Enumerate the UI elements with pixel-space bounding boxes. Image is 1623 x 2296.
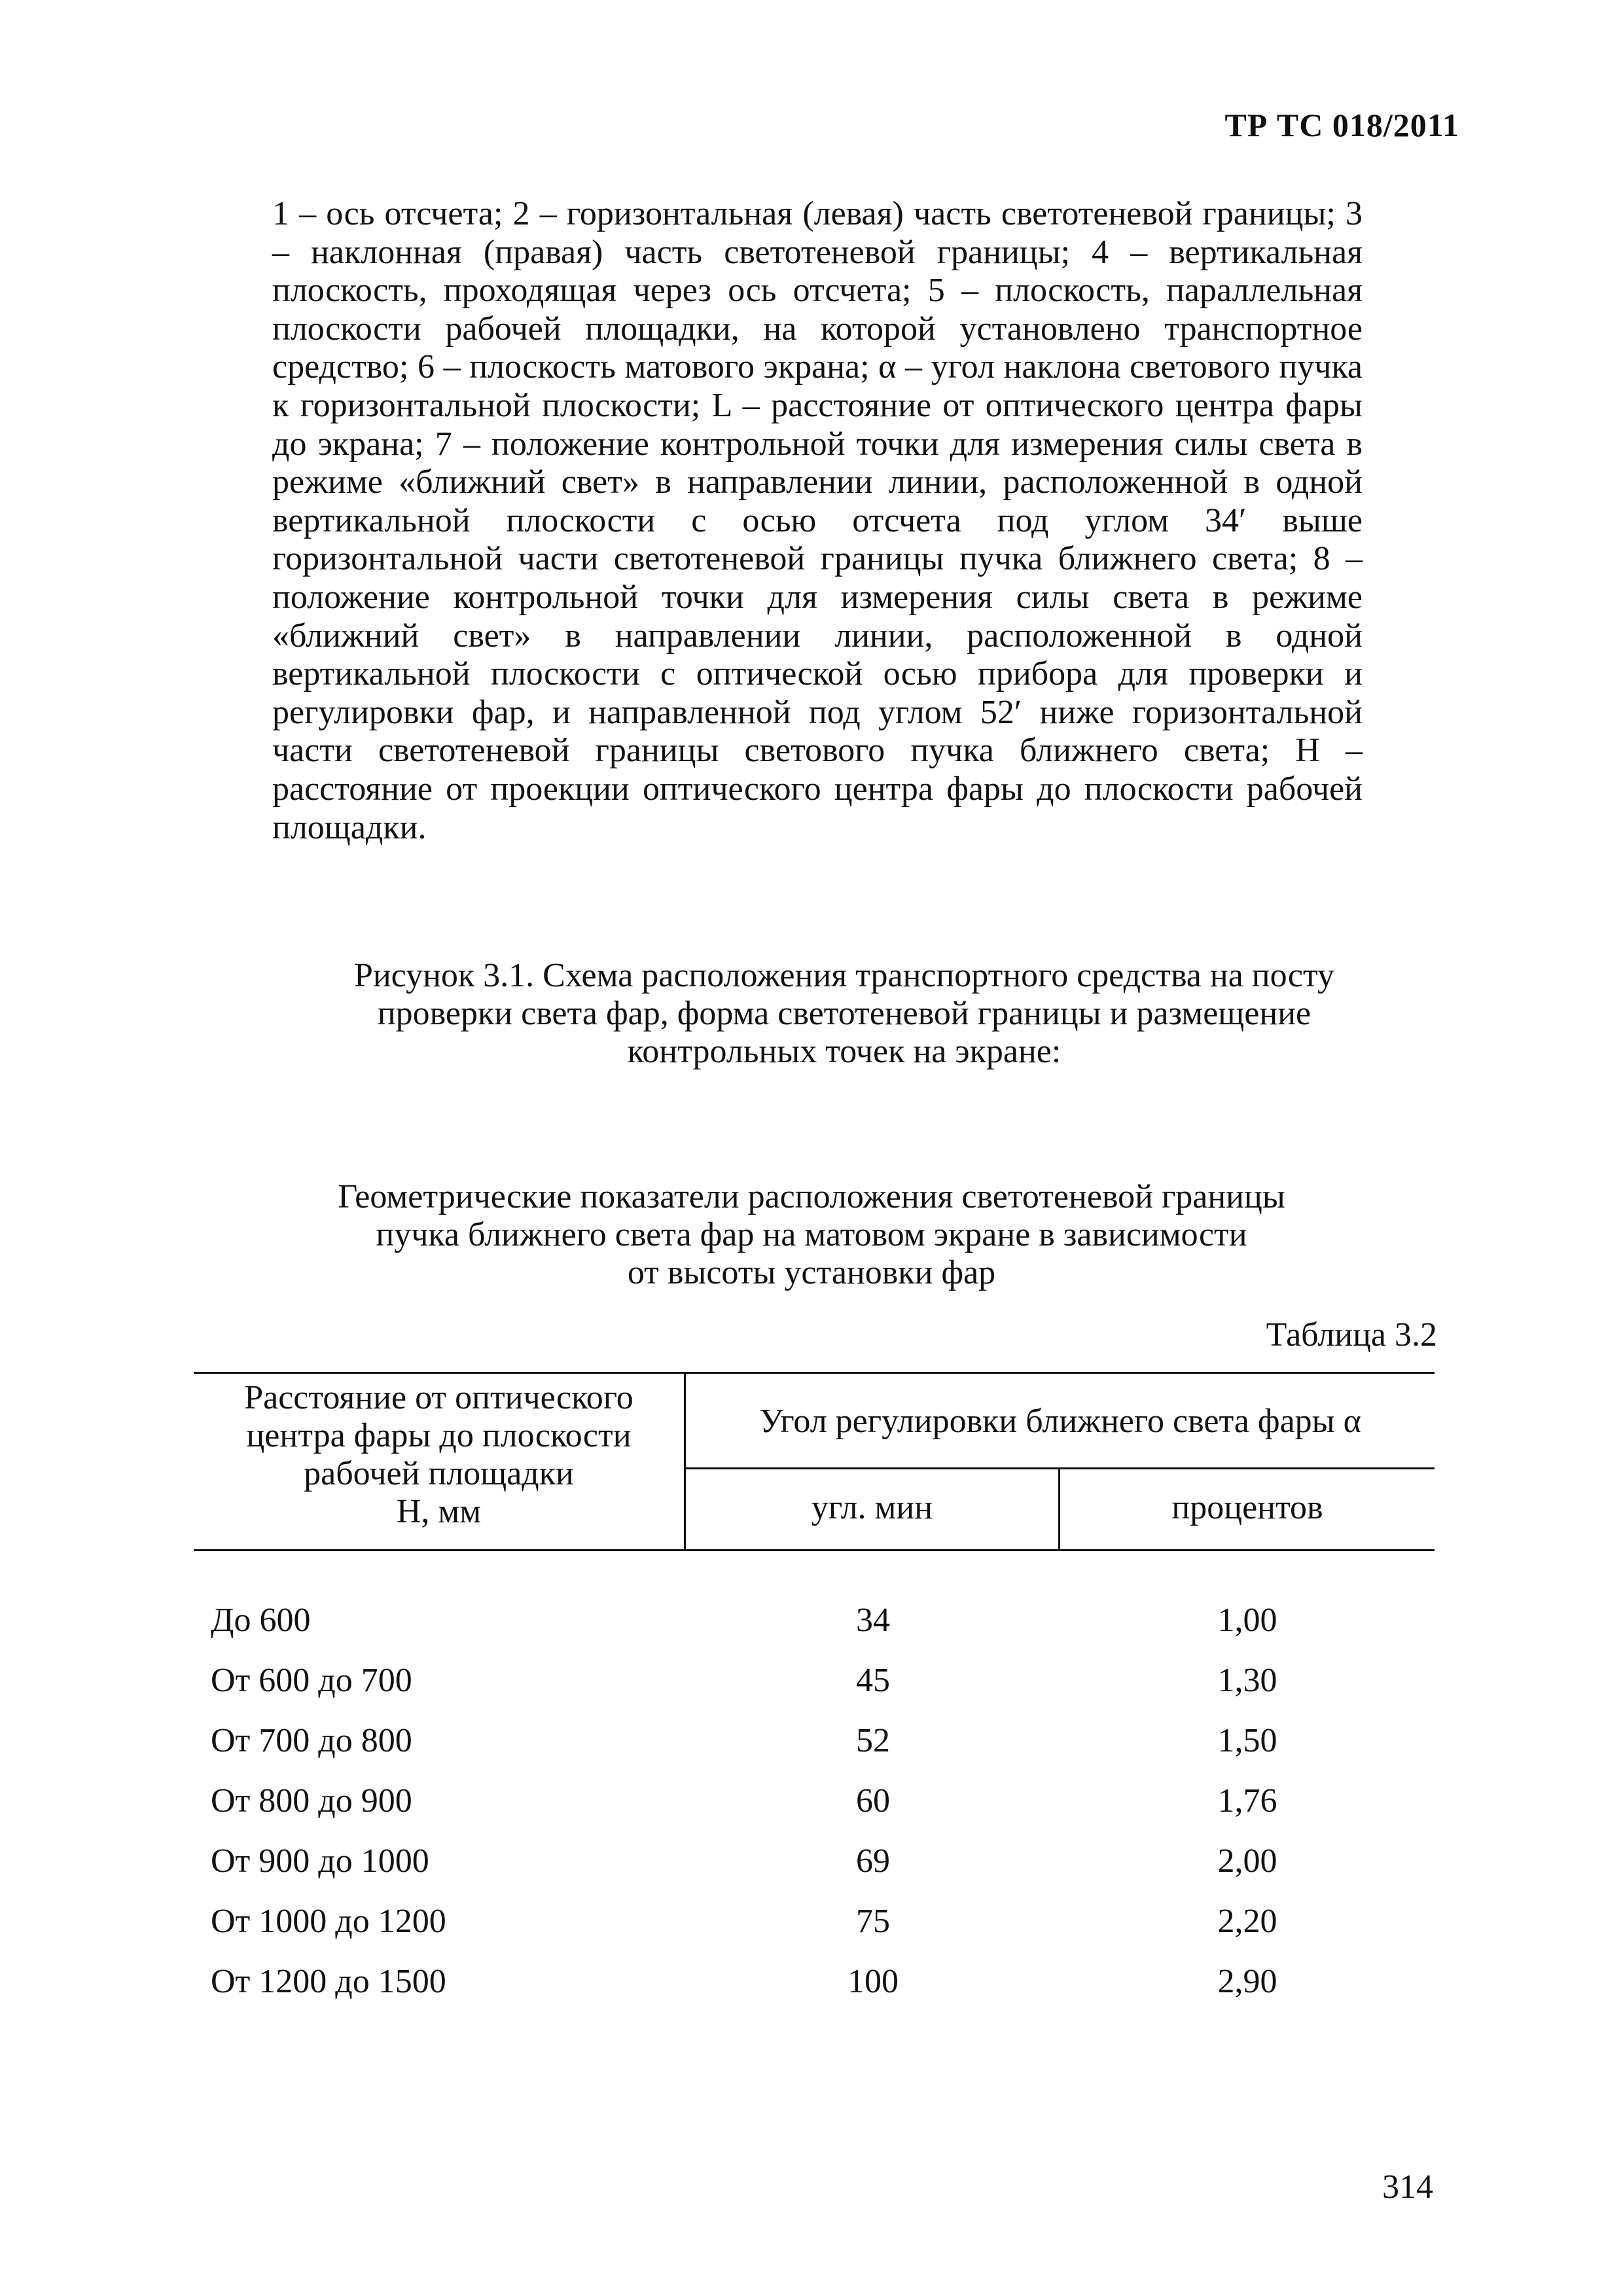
table-row bbox=[194, 1831, 1435, 1892]
header-line: центра фары до плоскости bbox=[246, 1417, 632, 1454]
table-label: Таблица 3.2 bbox=[1266, 1316, 1437, 1354]
header-height-column bbox=[194, 1374, 686, 1549]
cell-height: От 700 до 800 bbox=[211, 1722, 412, 1759]
cell-height: От 800 до 900 bbox=[211, 1782, 412, 1820]
table-row bbox=[194, 1771, 1435, 1831]
cell-percent: 1,30 bbox=[1217, 1662, 1277, 1699]
header-line: рабочей площадки bbox=[304, 1455, 574, 1492]
figure-legend: 1 – ось отсчета; 2 – горизонтальная (левая) часть светотеневой границы; 3 – наклонная (правая) часть светотеневой границы; 4 – вертикальная плоскость, проходящая через ось отсчета; 5 – плоскость, параллельная плоскости рабочей площадки, на которой установлено транспортное средство; 6 – плоскость матового экрана; α – угол наклона светового пучка к горизонтальной плоскости; L – расстояние от оптического центра фары до экрана; 7 – положение контрольной точки для измерения силы света в режиме «ближний свет» в направлении линии, расположенной в одной вертикальной плоскости с осью отсчета под углом 34′ выше горизонтальной части светотеневой границы пучка ближнего света; 8 – положение контрольной точки для измерения силы света в режиме «ближний свет» в направлении линии, расположенной в одной вертикальной плоскости с оптической осью прибора для проверки и регулировки фар, и направленной под углом 52′ ниже горизонтальной части светотеневой границы светового пучка ближнего света; H – расстояние от проекции оптического центра фары до плоскости рабочей площадки. bbox=[272, 195, 1363, 846]
caption-line: Рисунок 3.1. Схема расположения транспортного средства на посту bbox=[353, 957, 1335, 994]
cell-height: От 600 до 700 bbox=[211, 1662, 412, 1699]
header-angle-percent: процентов bbox=[1171, 1489, 1323, 1526]
page-number: 314 bbox=[1382, 2168, 1433, 2206]
cell-height: От 1200 до 1500 bbox=[211, 1963, 446, 2000]
cell-percent: 1,00 bbox=[1217, 1602, 1277, 1639]
caption-line: проверки света фар, форма светотеневой границы и размещение bbox=[377, 995, 1311, 1032]
table-row bbox=[194, 1711, 1435, 1771]
table-title-line: Геометрические показатели расположения светотеневой границы bbox=[338, 1178, 1285, 1215]
cell-percent: 1,50 bbox=[1217, 1722, 1277, 1759]
caption-line: контрольных точек на экране: bbox=[627, 1033, 1061, 1070]
table-title-line: пучка ближнего света фар на матовом экране в зависимости bbox=[376, 1216, 1247, 1253]
cell-height: От 1000 до 1200 bbox=[211, 1903, 446, 1940]
table-row bbox=[194, 1590, 1435, 1651]
table-title-line: от высоты установки фар bbox=[627, 1254, 996, 1291]
header-angle-group: Угол регулировки ближнего света фары α bbox=[686, 1374, 1435, 1469]
cell-percent: 1,76 bbox=[1217, 1782, 1277, 1820]
header-line: H, мм bbox=[396, 1493, 482, 1530]
cell-angle-min: 52 bbox=[856, 1722, 890, 1759]
cell-angle-min: 75 bbox=[856, 1903, 890, 1940]
cell-angle-min: 34 bbox=[856, 1602, 890, 1639]
table-title bbox=[196, 1178, 1427, 1292]
header-line: Расстояние от оптического bbox=[244, 1379, 633, 1416]
table-row bbox=[194, 1651, 1435, 1711]
cell-percent: 2,20 bbox=[1217, 1903, 1277, 1940]
cell-angle-min: 100 bbox=[847, 1963, 899, 2000]
cell-angle-min: 45 bbox=[856, 1662, 890, 1699]
document-code: ТР ТС 018/2011 bbox=[1224, 107, 1459, 143]
cell-angle-min: 69 bbox=[856, 1842, 890, 1880]
cell-height: До 600 bbox=[211, 1602, 311, 1639]
cell-height: От 900 до 1000 bbox=[211, 1842, 429, 1880]
table-row bbox=[194, 1952, 1435, 2012]
table-header bbox=[194, 1372, 1435, 1551]
table-body bbox=[194, 1590, 1435, 2012]
figure-caption bbox=[262, 957, 1427, 1071]
header-angle-minutes: угл. мин bbox=[686, 1469, 1060, 1549]
table-row bbox=[194, 1892, 1435, 1952]
cell-percent: 2,90 bbox=[1217, 1963, 1277, 2000]
cell-angle-min: 60 bbox=[856, 1782, 890, 1820]
cell-percent: 2,00 bbox=[1217, 1842, 1277, 1880]
